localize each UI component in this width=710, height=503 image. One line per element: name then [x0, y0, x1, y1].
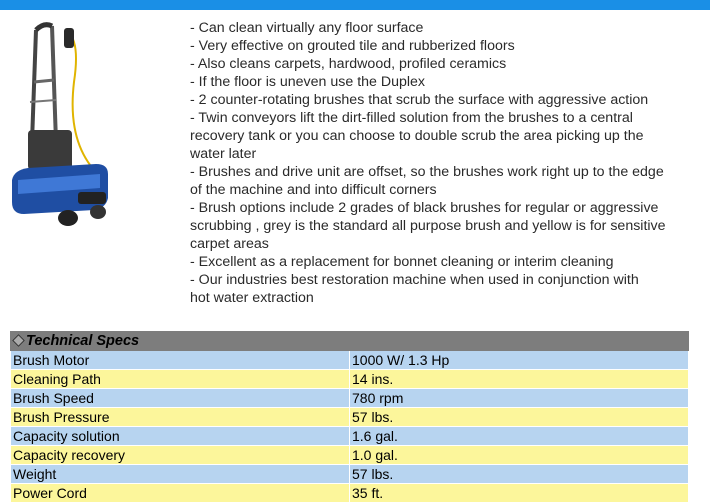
top-bar: [0, 0, 710, 10]
spec-label: Capacity recovery: [11, 446, 350, 465]
spec-label: Brush Motor: [11, 351, 350, 370]
description-line: - Brushes and drive unit are offset, so the brushes work right up to the edge: [190, 164, 664, 180]
spec-label: Cleaning Path: [11, 370, 350, 389]
description-line: scrubbing , grey is the standard all purpose brush and yellow is for sensitive: [190, 218, 666, 234]
spec-row: [11, 446, 689, 465]
description-line: - Very effective on grouted tile and rubberized floors: [190, 38, 515, 54]
description-line: - Also cleans carpets, hardwood, profiled ceramics: [190, 56, 507, 72]
specs-title: Technical Specs: [26, 333, 140, 349]
feature-description: [190, 19, 690, 307]
spec-row: [11, 370, 689, 389]
spec-label: Brush Pressure: [11, 408, 350, 427]
spec-value: 780 rpm: [350, 389, 689, 408]
description-line: - Our industries best restoration machine when used in conjunction with: [190, 272, 639, 288]
spec-value: 1000 W/ 1.3 Hp: [350, 351, 689, 370]
description-line: of the machine and into difficult corners: [190, 182, 437, 198]
description-line: carpet areas: [190, 236, 269, 252]
spec-value: 1.0 gal.: [350, 446, 689, 465]
description-line: - Twin conveyors lift the dirt-filled solution from the brushes to a central: [190, 110, 633, 126]
spec-label: Capacity solution: [11, 427, 350, 446]
spec-value: 35 ft.: [350, 484, 689, 503]
description-line: - If the floor is uneven use the Duplex: [190, 74, 426, 90]
spec-row: [11, 427, 689, 446]
description-line: hot water extraction: [190, 290, 314, 306]
spec-value: 14 ins.: [350, 370, 689, 389]
description-line: - 2 counter-rotating brushes that scrub the surface with aggressive action: [190, 92, 649, 108]
technical-specs-table: [10, 331, 689, 503]
spec-label: Brush Speed: [11, 389, 350, 408]
description-line: - Brush options include 2 grades of black brushes for regular or aggressive: [190, 200, 659, 216]
spec-value: 57 lbs.: [350, 465, 689, 484]
description-line: recovery tank or you can choose to double scrub the area picking up the: [190, 128, 644, 144]
spec-label: Weight: [11, 465, 350, 484]
spec-row: [11, 465, 689, 484]
spec-row: [11, 408, 689, 427]
spec-row: [11, 351, 689, 370]
spec-row: [11, 389, 689, 408]
spec-value: 57 lbs.: [350, 408, 689, 427]
specs-header: [11, 332, 689, 351]
spec-value: 1.6 gal.: [350, 427, 689, 446]
description-line: - Excellent as a replacement for bonnet cleaning or interim cleaning: [190, 254, 614, 270]
bullet-diamond-icon: [12, 334, 25, 347]
description-line: water later: [190, 146, 257, 162]
floor-scrubber-image: [8, 22, 124, 230]
description-line: - Can clean virtually any floor surface: [190, 20, 424, 36]
spec-label: Power Cord: [11, 484, 350, 503]
